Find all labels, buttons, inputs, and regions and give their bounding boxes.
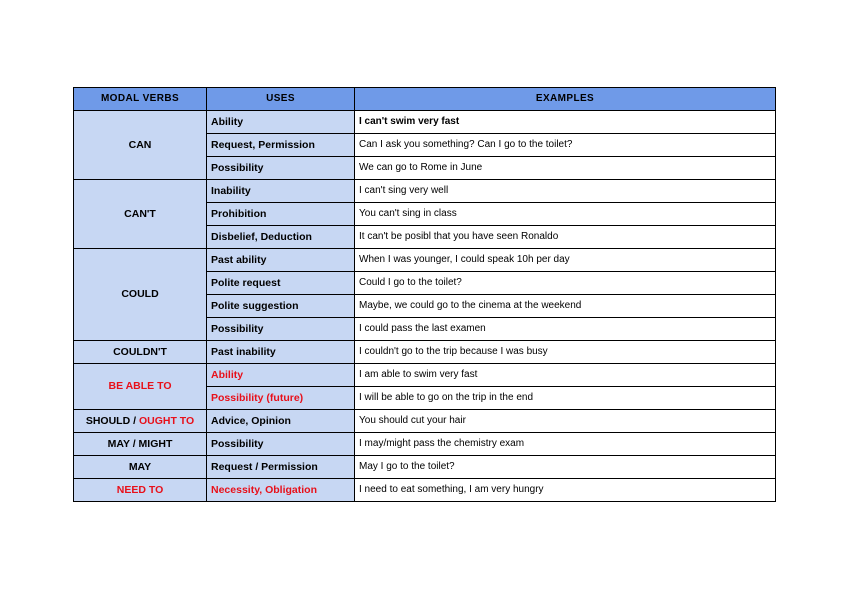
header-examples: EXAMPLES (355, 88, 776, 111)
use-cell: Prohibition (207, 203, 355, 226)
example-cell: I couldn't go to the trip because I was busy (355, 341, 776, 364)
use-cell: Request / Permission (207, 456, 355, 479)
use-cell: Past inability (207, 341, 355, 364)
example-cell: I could pass the last examen (355, 318, 776, 341)
table-row (74, 410, 776, 433)
example-cell: You should cut your hair (355, 410, 776, 433)
example-cell: I can't swim very fast (355, 111, 776, 134)
use-cell: Ability (207, 111, 355, 134)
example-cell: We can go to Rome in June (355, 157, 776, 180)
use-cell: Request, Permission (207, 134, 355, 157)
table-row (74, 341, 776, 364)
example-cell: It can't be posibl that you have seen Ronaldo (355, 226, 776, 249)
verb-be-able-to: BE ABLE TO (74, 364, 207, 410)
use-cell: Possibility (207, 157, 355, 180)
verb-separator: / (130, 414, 139, 427)
use-cell: Necessity, Obligation (207, 479, 355, 502)
example-cell: When I was younger, I could speak 10h per day (355, 249, 776, 272)
use-cell: Ability (207, 364, 355, 387)
header-uses: USES (207, 88, 355, 111)
verb-may-might: MAY / MIGHT (74, 433, 207, 456)
example-cell: I need to eat something, I am very hungry (355, 479, 776, 502)
table-row (74, 433, 776, 456)
example-cell: I will be able to go on the trip in the end (355, 387, 776, 410)
use-cell: Polite request (207, 272, 355, 295)
use-cell: Polite suggestion (207, 295, 355, 318)
table-row (74, 111, 776, 134)
table-row (74, 364, 776, 387)
verb-may: MAY (74, 456, 207, 479)
example-cell: You can't sing in class (355, 203, 776, 226)
verb-should-ought-to (74, 410, 207, 433)
example-cell: Can I ask you something? Can I go to the toilet? (355, 134, 776, 157)
use-cell: Disbelief, Deduction (207, 226, 355, 249)
example-cell: Could I go to the toilet? (355, 272, 776, 295)
verb-cant: CAN'T (74, 180, 207, 249)
use-cell: Inability (207, 180, 355, 203)
table-row (74, 456, 776, 479)
table-row (74, 249, 776, 272)
use-cell: Possibility (future) (207, 387, 355, 410)
example-cell: I may/might pass the chemistry exam (355, 433, 776, 456)
example-cell: Maybe, we could go to the cinema at the weekend (355, 295, 776, 318)
table-row (74, 479, 776, 502)
example-cell: May I go to the toilet? (355, 456, 776, 479)
use-cell: Possibility (207, 433, 355, 456)
modal-verbs-table (73, 87, 776, 502)
verb-should: SHOULD (85, 414, 131, 427)
table-row (74, 180, 776, 203)
use-cell: Possibility (207, 318, 355, 341)
verb-could: COULD (74, 249, 207, 341)
use-cell: Past ability (207, 249, 355, 272)
example-cell: I am able to swim very fast (355, 364, 776, 387)
header-modal-verbs: MODAL VERBS (74, 88, 207, 111)
verb-ought-to: OUGHT TO (138, 414, 195, 427)
use-cell: Advice, Opinion (207, 410, 355, 433)
verb-need-to: NEED TO (74, 479, 207, 502)
verb-can: CAN (74, 111, 207, 180)
header-row (74, 88, 776, 111)
example-cell: I can't sing very well (355, 180, 776, 203)
verb-couldnt: COULDN'T (74, 341, 207, 364)
